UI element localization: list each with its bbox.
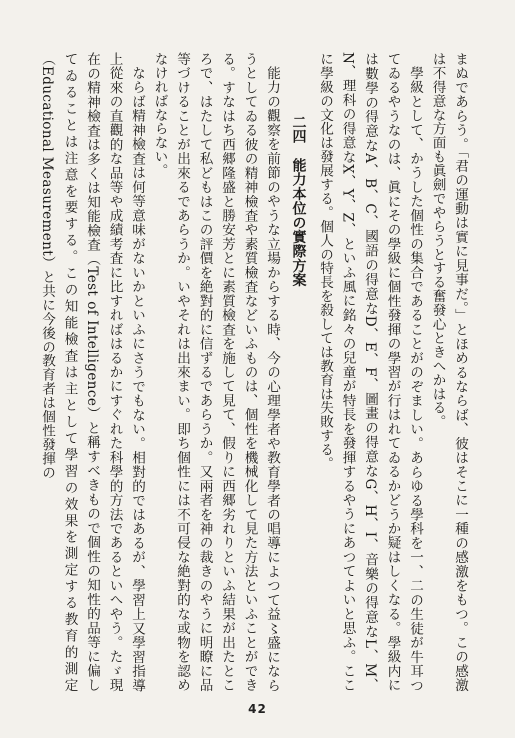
paragraph: ならば精神檢査は何等意味がないかといふにさうでもない。相對的ではあるが、學習上又學習指導上從來の直觀的な品等や成績考査に比すればはるかにすぐれた科學的方法であるといへやう。たゞ現在の精神檢査は多くは知能檢査（Test of Intelligence）と稱すべきもので個性の知性的品等に偏してゐることは注意を要する。この知能檢査は主として學習の效果を測定する教育的測定（Educational Measurement）と共に今後の教育者は個性發揮の — [39, 52, 145, 692]
paragraph: 學級として、かうした個性の集合であることがのぞましい。あらゆる學科を一、二の生徒が牛耳つてゐるやうなのは、眞にその學級に個性發揮の學習が行はれてゐるかどうか疑はしくなる。學級内には數學の得意なA、B、C、國語の得意なD、E、F、圖畫の得意なG、H、I、音樂の得意なL、M、N、理科の得意なX、Y、Z、といふ風に銘々の兒童が特長を發揮するやうにあつてよいと思ふ。ここに學級の文化は發展する。個人の特長を殺しては教育は失敗する。 — [317, 52, 423, 692]
section-heading: 二四 能力本位の實際方案 — [290, 115, 307, 288]
paragraph: まぬであらう。「君の運動は實に見事だ。」とほめるならば、彼はそこに一種の感激をもつ。この感激は不得意な方面も眞劍でやらうとする奮發心ときへかはる。 — [429, 52, 468, 692]
paragraph: 能力の觀察を前節のやうな立場からする時、今の心理學者や教育學者の唱導によつて益〻盛にならうとしてゐる彼の精神檢査や素質檢査などいふものは、個性を機械化して見た方法といふことができる。すなはち西郷隆盛と勝安芳とに素質檢査を施して見て、假りに西郷劣れりといふ結果が出たところで、はたして私どもはこの評價を絶對的に信ずるであらうか。又兩者を神の裁きのやうに明瞭に品等づけることが出來るであらうか。いやそれは出來まい。即ち個性には不可侵な絶對的な或物を認めなければならない。 — [151, 52, 280, 692]
page-number: 42 — [248, 702, 267, 716]
vertical-text-body — [41, 52, 471, 692]
